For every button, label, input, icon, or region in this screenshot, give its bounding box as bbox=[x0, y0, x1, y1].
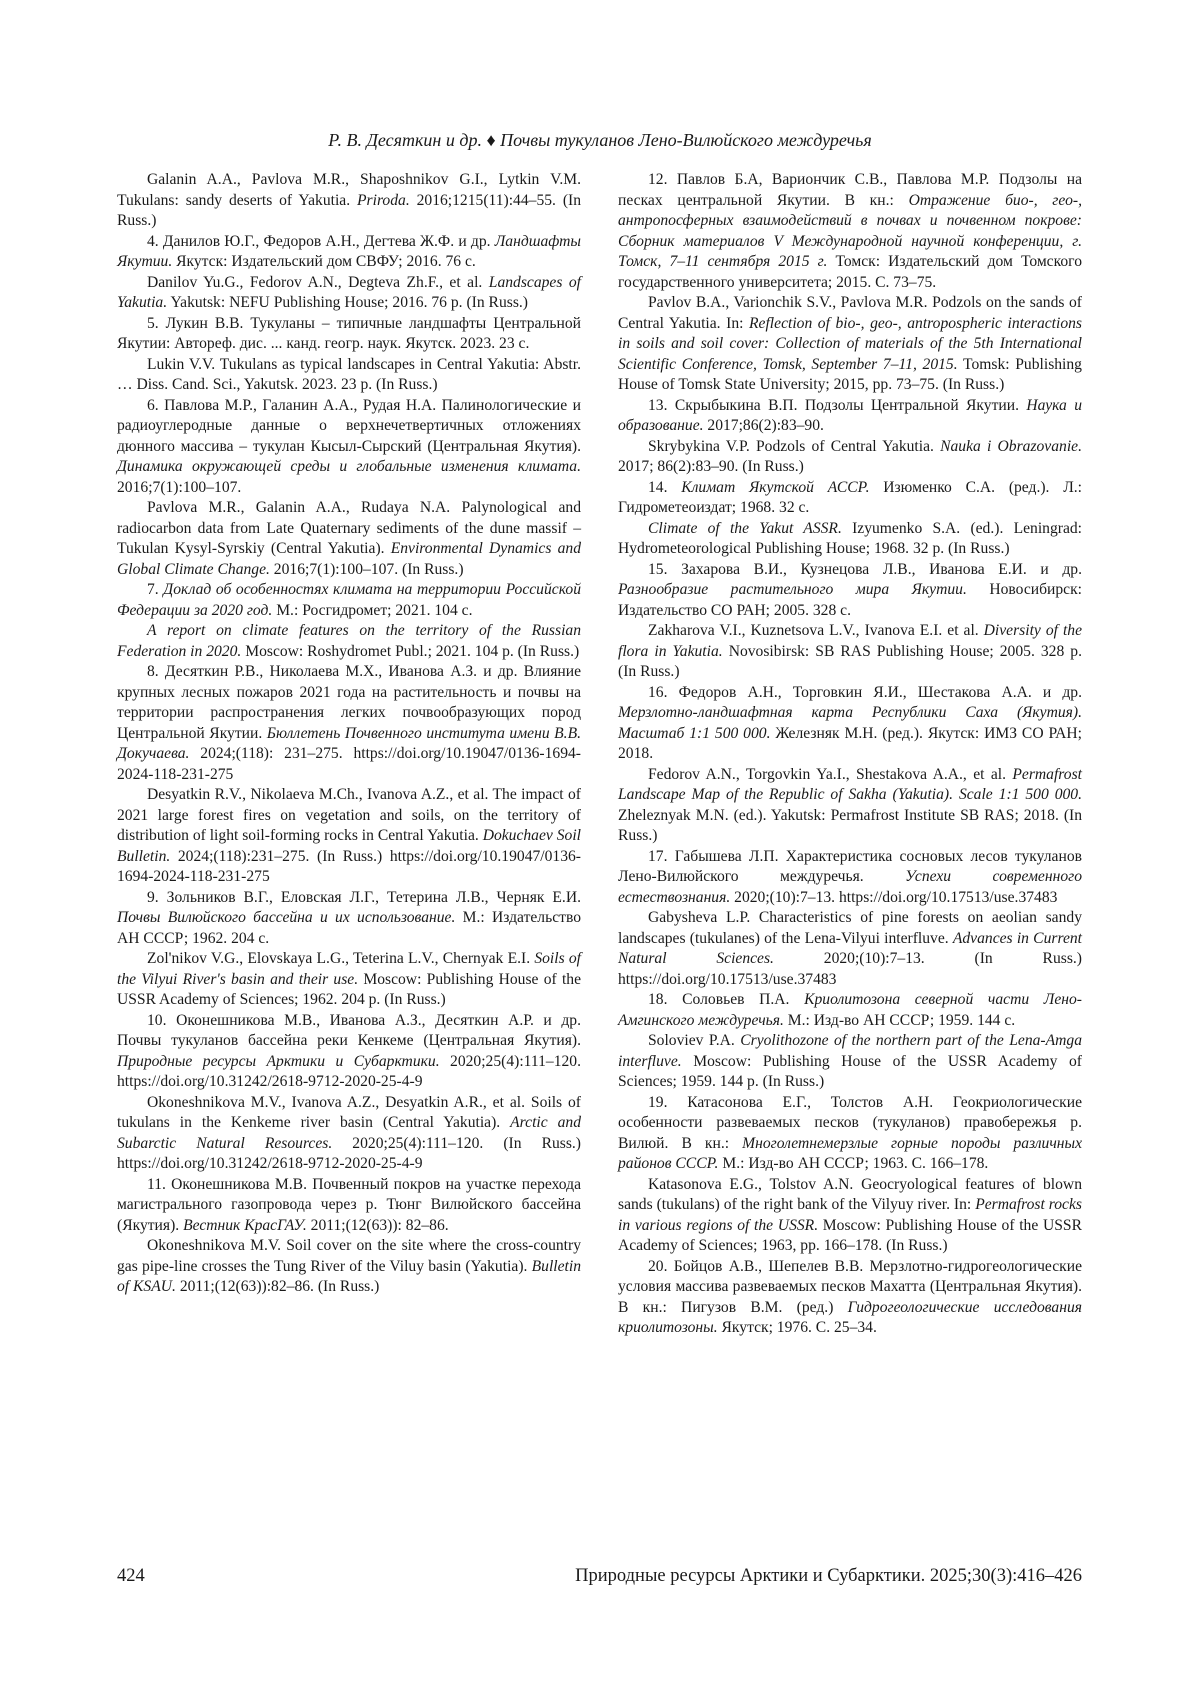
reference-text: Изюменко С.А. (ред.). Л.: Гидрометеоиздат; 1968. 32 с. bbox=[618, 478, 1083, 516]
reference-text: Novosibirsk: SB RAS Publishing House; 2005. 328 p. (In Russ.) bbox=[618, 642, 1082, 680]
reference-source: Доклад об особенностях климата на территории Российской Федерации за 2020 год. bbox=[117, 581, 581, 619]
reference-text: Danilov Yu.G., Fedorov A.N., Degteva Zh.F., et al. bbox=[147, 273, 489, 291]
reference-entry bbox=[618, 621, 1082, 683]
references-right-column bbox=[618, 170, 1082, 1339]
reference-text: Томск: Издательский дом Томского государственного университета; 2015. С. 73–75. bbox=[618, 253, 1082, 291]
reference-entry bbox=[618, 1257, 1082, 1339]
reference-entry bbox=[618, 1031, 1082, 1093]
reference-text: 2020;25(4):111–120. https://doi.org/10.31242/2618-9712-2020-25-4-9 bbox=[117, 1052, 581, 1090]
reference-entry bbox=[618, 519, 1082, 560]
reference-source: Криолитозона северной части Лено-Амгинского междуречья. bbox=[618, 991, 1082, 1029]
reference-text: 13. Скрыбыкина В.П. Подзолы Центральной Якутии. bbox=[648, 396, 1027, 414]
reference-text: 14. bbox=[648, 478, 682, 496]
reference-source: Diversity of the flora in Yakutia. bbox=[618, 622, 1082, 660]
reference-entry bbox=[117, 232, 581, 273]
reference-source: Dokuchaev Soil Bulletin. bbox=[117, 827, 581, 865]
reference-text: 15. Захарова В.И., Кузнецова Л.В., Иванова Е.И. и др. bbox=[648, 560, 1082, 578]
reference-text: Moscow: Publishing House of the USSR Academy of Sciences; 1962. 204 p. (In Russ.) bbox=[117, 970, 581, 1008]
reference-text: М.: Изд-во АН СССР; 1963. С. 166–178. bbox=[718, 1155, 989, 1172]
reference-text: 7. bbox=[147, 581, 164, 598]
reference-source: Reflection of bio-, geo-, antropospheric interactions in soils and soil cover: Collection of materials of the 5th International Scientific Conference, Tomsk, September 7–11, 2015. bbox=[618, 314, 1082, 373]
reference-entry bbox=[117, 1011, 581, 1093]
reference-entry bbox=[618, 990, 1082, 1031]
reference-source: Bulletin of KSAU. bbox=[117, 1257, 581, 1295]
reference-source: Climate of the Yakut ASSR. bbox=[648, 519, 842, 537]
reference-entry bbox=[117, 621, 581, 662]
reference-text: 10. Оконешникова М.В., Иванова А.З., Десяткин А.Р. и др. Почвы тукуланов бассейна реки Кенкеме (Центральная Якутия). bbox=[117, 1011, 581, 1049]
reference-text: 2017;86(2):83–90. bbox=[703, 417, 824, 434]
references-left-column bbox=[117, 170, 581, 1298]
reference-text: 4. Данилов Ю.Г., Федоров А.Н., Дегтева Ж.Ф. и др. bbox=[147, 232, 495, 250]
page-number: 424 bbox=[117, 1566, 145, 1586]
reference-entry bbox=[618, 908, 1082, 990]
reference-text: Lukin V.V. Tukulans as typical landscapes in Central Yakutia: Abstr. … Diss. Cand. Sci., Yakutsk. 2023. 23 p. (In Russ.) bbox=[117, 355, 581, 393]
reference-text: 2016;7(1):100–107. bbox=[117, 478, 242, 496]
header-separator: ♦ bbox=[486, 130, 496, 150]
reference-text: Okoneshnikova M.V. Soil cover on the site where the cross-country gas pipe-line crosses the Tung River of the Viluy basin (Yakutia). bbox=[117, 1237, 581, 1275]
reference-source: Ландшафты Якутии. bbox=[117, 232, 581, 270]
reference-entry bbox=[117, 273, 581, 314]
reference-text: 2020;(10):7–13. (In Russ.) https://doi.org/10.17513/use.37483 bbox=[618, 950, 1082, 988]
reference-source: Природные ресурсы Арктики и Субарктики. bbox=[117, 1052, 440, 1070]
reference-source: Nauka i Obrazovanie. bbox=[940, 437, 1082, 455]
reference-source: Вестник КрасГАУ. bbox=[183, 1216, 307, 1234]
reference-source: Advances in Current Natural Sciences. bbox=[618, 929, 1082, 967]
reference-text: Soloviev P.A. bbox=[648, 1032, 741, 1049]
reference-text: 2011;(12(63)):82–86. (In Russ.) bbox=[175, 1278, 380, 1295]
reference-text: 2024;(118): 231–275. https://doi.org/10.19047/0136-1694-2024-118-231-275 bbox=[117, 745, 581, 783]
reference-source: Permafrost rocks in various regions of the USSR. bbox=[618, 1196, 1082, 1234]
reference-source: Priroda. bbox=[357, 191, 410, 209]
reference-source: Гидрогеологические исследования криолитозоны. bbox=[618, 1298, 1082, 1336]
reference-source: Soils of the Vilyui River's basin and their use. bbox=[117, 950, 582, 988]
reference-text: Desyatkin R.V., Nikolaeva M.Ch., Ivanova A.Z., et al. The impact of 2021 large forest fires on vegetation and soils, on the territory of distribution of light soil-forming rocks in Central Yakutia. bbox=[117, 786, 581, 844]
reference-text: 8. Десяткин Р.В., Николаева М.Х., Иванова А.З. и др. Влияние крупных лесных пожаров 2021 года на растительность и почвы на территории распространения легких почвообразующих пород Центральной Якутии. bbox=[117, 663, 581, 742]
reference-text: Zheleznyak M.N. (ed.). Yakutsk: Permafrost Institute SB RAS; 2018. (In Russ.) bbox=[618, 806, 1082, 844]
reference-entry bbox=[618, 396, 1082, 437]
reference-entry bbox=[117, 498, 581, 580]
reference-text: Galanin A.A., Pavlova M.R., Shaposhnikov G.I., Lytkin V.M. Tukulans: sandy deserts of Yakutia. bbox=[117, 171, 581, 209]
reference-text: Zol'nikov V.G., Elovskaya L.G., Teterina L.V., Chernyak E.I. bbox=[147, 950, 535, 967]
reference-text: 2011;(12(63)): 82–86. bbox=[306, 1216, 449, 1234]
reference-entry bbox=[618, 478, 1082, 519]
reference-source: Permafrost Landscape Map of the Republic of Sakha (Yakutia). Scale 1:1 500 000. bbox=[618, 765, 1082, 803]
reference-text: Gabysheva L.P. Characteristics of pine forests on aeolian sandy landscapes (tukulanes) of the Lena-Vilyui interfluve. bbox=[618, 909, 1082, 947]
reference-text: Tomsk: Publishing House of Tomsk State University; 2015, pp. 73–75. (In Russ.) bbox=[618, 355, 1082, 393]
reference-text: Новосибирск: Издательство СО РАН; 2005. 328 с. bbox=[618, 581, 1082, 619]
reference-source: Cryolithozone of the northern part of the Lena-Amga interfluve. bbox=[618, 1032, 1082, 1070]
reference-source: Климат Якутской АССР. bbox=[681, 478, 870, 496]
reference-entry bbox=[117, 1175, 581, 1237]
reference-entry bbox=[117, 949, 581, 1011]
reference-source: Почвы Вилюйского бассейна и их использование. bbox=[117, 909, 456, 926]
reference-text: 9. Зольников В.Г., Еловская Л.Г., Тетерина Л.В., Черняк Е.И. bbox=[147, 888, 581, 906]
reference-entry bbox=[117, 170, 581, 232]
reference-source: Разнообразие растительного мира Якутии. bbox=[618, 581, 967, 598]
reference-entry bbox=[117, 785, 581, 888]
reference-text: 12. Павлов Б.А, Вариончик С.В., Павлова М.Р. Подзолы на песках центральной Якутии. В кн.: bbox=[618, 171, 1082, 209]
reference-text: Katasonova E.G., Tolstov A.N. Geocryological features of blown sands (tukulans) of the right bank of the Vilyuy river. In: bbox=[618, 1175, 1082, 1213]
reference-text: Moscow: Roshydromet Publ.; 2021. 104 p. (In Russ.) bbox=[241, 642, 580, 660]
reference-entry bbox=[117, 1236, 581, 1298]
reference-entry bbox=[618, 1175, 1082, 1257]
reference-text: Zakharova V.I., Kuznetsova L.V., Ivanova E.I. et al. bbox=[648, 622, 984, 639]
header-authors: Р. В. Десяткин и др. bbox=[328, 130, 482, 150]
reference-text: Okoneshnikova M.V., Ivanova A.Z., Desyatkin A.R., et al. Soils of tukulans in the Kenkeme river basin (Central Yakutia). bbox=[117, 1093, 581, 1131]
reference-text: Skrybykina V.P. Podzols of Central Yakutia. bbox=[648, 437, 941, 455]
reference-text: Pavlov B.A., Varionchik S.V., Pavlova M.R. Podzols on the sands of Central Yakutia. In: bbox=[618, 294, 1082, 332]
reference-text: Pavlova M.R., Galanin A.A., Rudaya N.A. Palynological and radiocarbon data from Late Quaternary sediments of the dune massif – Tukulan Kysyl-Syrskiy (Central Yakutia). bbox=[117, 499, 581, 557]
reference-text: Fedorov A.N., Torgovkin Ya.I., Shestakova A.A., et al. bbox=[648, 765, 1013, 783]
reference-entry bbox=[618, 683, 1082, 765]
reference-entry bbox=[117, 396, 581, 499]
reference-text: Moscow: Publishing House of the USSR Academy of Sciences; 1959. 144 p. (In Russ.) bbox=[618, 1052, 1082, 1090]
reference-text: М.: Изд-во АН СССР; 1959. 144 с. bbox=[783, 1011, 1016, 1029]
reference-text: 6. Павлова М.Р., Галанин А.А., Рудая Н.А. Палинологические и радиоуглеродные данные о верхнечетвертичных отложениях дюнного массива – тукулан Кысыл-Сырский (Центральная Якутия). bbox=[117, 396, 581, 455]
reference-text: 19. Катасонова Е.Г., Толстов А.Н. Геокриологические особенности развеваемых песков (тукуланов) правобережья р. Вилюй. В кн.: bbox=[618, 1093, 1082, 1152]
reference-entry bbox=[117, 314, 581, 355]
reference-source: Бюллетень Почвенного института имени В.В. Докучаева. bbox=[117, 724, 581, 762]
reference-text: Moscow: Publishing House of the USSR Academy of Sciences; 1963, pp. 166–178. (In Russ.) bbox=[618, 1216, 1082, 1254]
reference-text: 2024;(118):231–275. (In Russ.) https://doi.org/10.19047/0136-1694-2024-118-231-275 bbox=[117, 847, 581, 885]
reference-text: 16. Федоров А.Н., Торговкин Я.И., Шестакова А.А. и др. bbox=[648, 683, 1082, 701]
reference-text: Yakutsk: NEFU Publishing House; 2016. 76 p. (In Russ.) bbox=[167, 294, 528, 311]
reference-text: 2017; 86(2):83–90. (In Russ.) bbox=[618, 458, 804, 475]
reference-entry bbox=[618, 170, 1082, 293]
reference-source: Многолетнемерзлые горные породы различных районов СССР. bbox=[618, 1134, 1082, 1172]
reference-source: Environmental Dynamics and Global Climate Change. bbox=[117, 540, 581, 578]
reference-text: Якутск: Издательский дом СВФУ; 2016. 76 с. bbox=[172, 253, 476, 270]
reference-source: Landscapes of Yakutia. bbox=[117, 273, 581, 311]
reference-entry bbox=[618, 765, 1082, 847]
reference-entry bbox=[618, 437, 1082, 478]
reference-text: 20. Бойцов А.В., Шепелев В.В. Мерзлотно-гидрогеологические условия массива развеваемых песков Махатта (Центральная Якутия). В кн.: Пигузов В.М. (ред.) bbox=[618, 1257, 1082, 1316]
reference-text: Якутск; 1976. С. 25–34. bbox=[717, 1319, 877, 1336]
reference-text: 2016;7(1):100–107. (In Russ.) bbox=[269, 560, 464, 578]
reference-source: Мерзлотно-ландшафтная карта Республики Саха (Якутия). Масштаб 1:1 500 000. bbox=[618, 704, 1082, 742]
reference-source: Arctic and Subarctic Natural Resources. bbox=[117, 1114, 582, 1152]
reference-text: 5. Лукин В.В. Тукуланы – типичные ландшафты Центральной Якутии: Автореф. дис. ... канд. геогр. наук. Якутск. 2023. 23 с. bbox=[117, 314, 581, 352]
reference-text: 11. Оконешникова М.В. Почвенный покров на участке перехода магистрального газопровода через р. Тюнг Вилюйского бассейна (Якутия). bbox=[117, 1175, 581, 1234]
reference-text: 18. Соловьев П.А. bbox=[648, 991, 805, 1008]
journal-citation: Природные ресурсы Арктики и Субарктики. 2025;30(3):416–426 bbox=[575, 1566, 1082, 1586]
reference-entry bbox=[618, 847, 1082, 909]
reference-text: 2016;1215(11):44–55. (In Russ.) bbox=[117, 191, 581, 229]
reference-text: 2020;(10):7–13. https://doi.org/10.17513/use.37483 bbox=[730, 888, 1058, 906]
header-title: Почвы тукуланов Лено-Вилюйского междуречья bbox=[500, 130, 872, 150]
reference-source: Наука и образование. bbox=[618, 396, 1082, 434]
reference-entry bbox=[117, 662, 581, 785]
running-head bbox=[0, 129, 1200, 151]
reference-text: М.: Росгидромет; 2021. 104 с. bbox=[272, 601, 473, 619]
reference-entry bbox=[618, 1093, 1082, 1175]
reference-source: Успехи современного естествознания. bbox=[618, 868, 1082, 906]
reference-text: Izyumenko S.A. (ed.). Leningrad: Hydrometeorological Publishing House; 1968. 32 p. (In Russ.) bbox=[618, 519, 1082, 557]
reference-entry bbox=[618, 293, 1082, 396]
reference-text: Железняк М.Н. (ред.). Якутск: ИМЗ СО РАН; 2018. bbox=[618, 724, 1082, 762]
reference-text: 2020;25(4):111–120. (In Russ.) https://doi.org/10.31242/2618-9712-2020-25-4-9 bbox=[117, 1134, 581, 1172]
reference-source: Динамика окружающей среды и глобальные изменения климата. bbox=[117, 458, 581, 475]
reference-entry bbox=[117, 888, 581, 950]
reference-entry bbox=[117, 580, 581, 621]
reference-entry bbox=[117, 355, 581, 396]
reference-entry bbox=[618, 560, 1082, 622]
reference-entry bbox=[117, 1093, 581, 1175]
reference-source: Отражение био-, гео-, антропосферных взаимодействий в почвах и почвенном покрове: Сборник материалов V Международной научной конференции, г. Томск, 7–11 сентября 2015 г. bbox=[618, 191, 1082, 270]
reference-source: A report on climate features on the territory of the Russian Federation in 2020. bbox=[117, 622, 581, 660]
reference-text: М.: Издательство АН СССР; 1962. 204 с. bbox=[117, 909, 581, 947]
reference-text: 17. Габышева Л.П. Характеристика сосновых лесов тукуланов Лено-Вилюйского междуречья. bbox=[618, 847, 1082, 885]
